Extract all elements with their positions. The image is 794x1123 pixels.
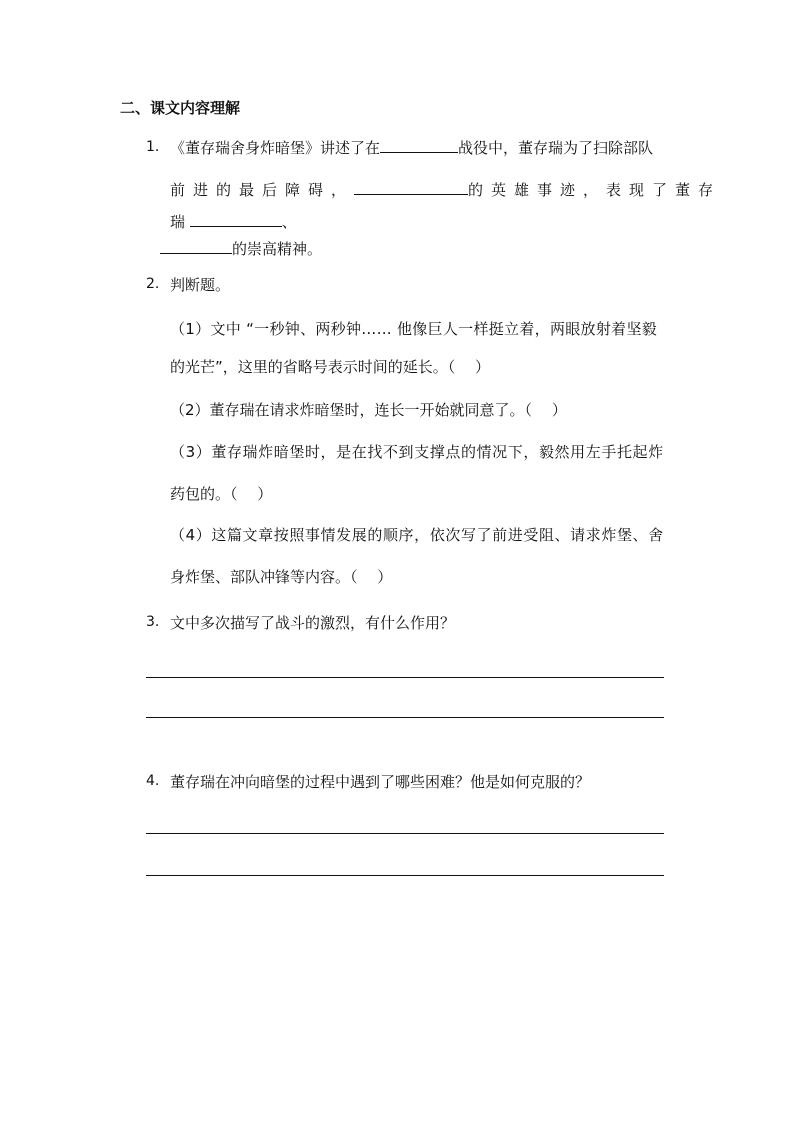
- q1-text-4b: 的崇高精神。: [232, 240, 323, 258]
- q4-number: 4.: [146, 773, 160, 789]
- q4-answer-line-1[interactable]: [146, 833, 664, 834]
- q1-blank-deed[interactable]: [354, 179, 468, 195]
- q3-answer-line-2[interactable]: [146, 717, 664, 718]
- q4-text: 董存瑞在冲向暗堡的过程中遇到了哪些困难？他是如何克服的？: [170, 773, 591, 791]
- q2-item-3-line-1: （3）董存瑞炸暗堡时，是在找不到支撑点的情况下，毅然用左手托起炸: [170, 443, 664, 461]
- q2-number: 2.: [146, 276, 160, 292]
- q1-text-3b: 、: [281, 213, 297, 231]
- q1-line-1: [170, 137, 653, 158]
- q1-blank-battle[interactable]: [380, 137, 458, 153]
- q4-answer-line-2[interactable]: [146, 875, 664, 876]
- q2-title: 判断题。: [170, 276, 231, 294]
- q2-item-1-line-2: 的光芒”，这里的省略号表示时间的延长。（ ）: [170, 358, 491, 376]
- q3-text: 文中多次描写了战斗的激烈，有什么作用？: [170, 614, 456, 632]
- q2-item-4-line-2: 身炸堡、部队冲锋等内容。（ ）: [170, 568, 393, 586]
- q1-text-2a: 前进的最后障碍，: [170, 181, 355, 199]
- q1-text-3a: 瑞: [170, 213, 186, 231]
- q1-blank-spirit-1[interactable]: [190, 211, 282, 227]
- q1-text-1a: 《董存瑞舍身炸暗堡》讲述了在: [170, 139, 381, 157]
- q2-item-1-line-1: （1）文中 “一秒钟、两秒钟…… 他像巨人一样挺立着，两眼放射着坚毅: [170, 320, 658, 338]
- q2-item-2: （2）董存瑞在请求炸暗堡时，连长一开始就同意了。（ ）: [170, 401, 567, 419]
- section-title: 二、课文内容理解: [120, 99, 241, 117]
- q1-line-2: [170, 179, 721, 200]
- q2-item-4-line-1: （4）这篇文章按照事情发展的顺序，依次写了前进受阻、请求炸堡、舍: [170, 526, 664, 544]
- q1-blank-spirit-2[interactable]: [160, 238, 232, 254]
- q1-text-2b: 的英雄事迹，表现了董存: [468, 181, 722, 199]
- q2-item-3-line-2: 药包的。（ ）: [170, 485, 273, 503]
- q3-answer-line-1[interactable]: [146, 677, 664, 678]
- q1-line-3: [170, 211, 297, 232]
- q1-text-1b: 战役中，董存瑞为了扫除部队: [458, 139, 654, 157]
- q1-number: 1.: [146, 139, 160, 155]
- q1-line-4: [160, 238, 322, 259]
- q3-number: 3.: [146, 614, 160, 630]
